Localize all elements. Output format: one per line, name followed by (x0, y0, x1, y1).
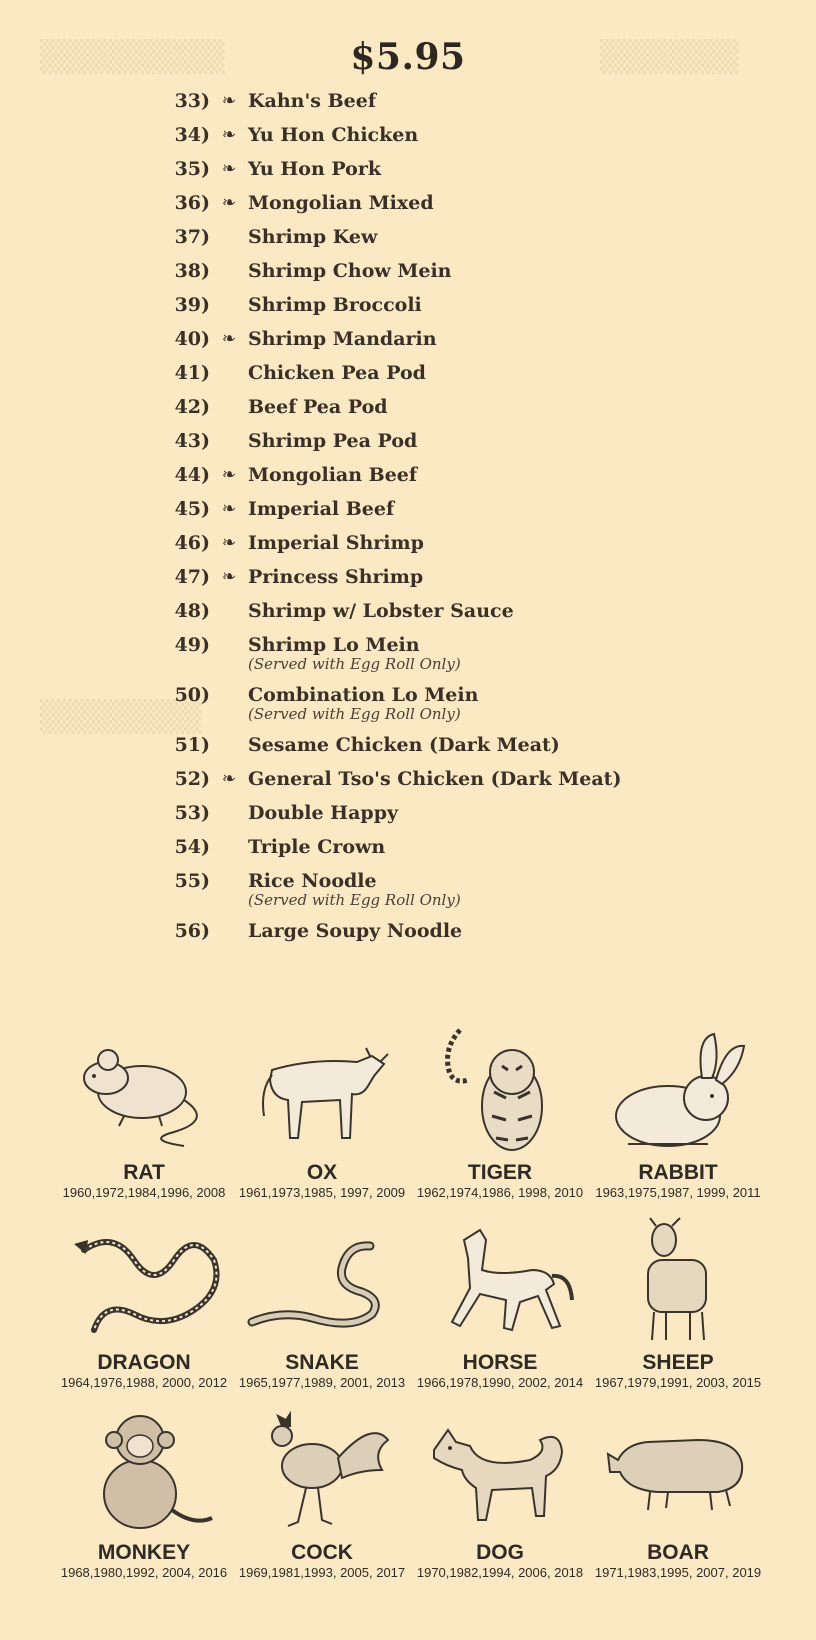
item-note: (Served with Egg Roll Only) (248, 655, 461, 673)
item-name: Shrimp Broccoli (248, 294, 422, 316)
spicy-icon: ❧ (221, 567, 237, 587)
menu-item (170, 864, 730, 914)
item-number: 45) (174, 498, 210, 520)
spicy-icon: ❧ (221, 329, 237, 349)
item-number: 47) (174, 566, 210, 588)
zodiac-row (56, 1020, 766, 1202)
item-number: 38) (174, 260, 210, 282)
item-name: General Tso's Chicken (Dark Meat) (248, 768, 622, 790)
menu-item (170, 152, 730, 186)
menu-item (170, 628, 730, 678)
ox-icon (242, 1020, 402, 1160)
menu-item (170, 288, 730, 322)
menu-list (170, 84, 730, 948)
zodiac-sign-monkey (56, 1400, 232, 1582)
zodiac-sign-ox (234, 1020, 410, 1202)
snake-icon (242, 1210, 402, 1350)
zodiac-sign-tiger (412, 1020, 588, 1202)
zodiac-row (56, 1400, 766, 1582)
item-number: 37) (174, 226, 210, 248)
spicy-icon: ❧ (221, 159, 237, 179)
bleed-through-text: ▒▒▒▒▒▒▒▒ (40, 40, 225, 75)
item-number: 39) (174, 294, 210, 316)
item-number: 41) (174, 362, 210, 384)
dog-icon (420, 1400, 580, 1540)
menu-item (170, 424, 730, 458)
dragon-icon (64, 1210, 224, 1350)
zodiac-name: OX (306, 1161, 338, 1184)
zodiac-years: 1966,1978,1990, 2002, 2014 (416, 1375, 584, 1390)
item-note: (Served with Egg Roll Only) (248, 705, 461, 723)
rabbit-icon (598, 1020, 758, 1160)
item-name: Shrimp Lo Mein (248, 634, 420, 656)
item-number: 52) (174, 768, 210, 790)
monkey-icon (64, 1400, 224, 1540)
zodiac-years: 1969,1981,1993, 2005, 2017 (238, 1565, 406, 1580)
horse-icon (420, 1210, 580, 1350)
item-name: Imperial Beef (248, 498, 395, 520)
menu-item (170, 830, 730, 864)
item-number: 55) (174, 870, 210, 892)
tiger-icon (420, 1020, 580, 1160)
item-name: Shrimp Mandarin (248, 328, 437, 350)
menu-item (170, 914, 730, 948)
rat-icon (64, 1020, 224, 1160)
spicy-icon: ❧ (221, 91, 237, 111)
zodiac-row (56, 1210, 766, 1392)
zodiac-sign-horse (412, 1210, 588, 1392)
spicy-icon: ❧ (221, 533, 237, 553)
item-name: Double Happy (248, 802, 399, 824)
item-number: 56) (174, 920, 210, 942)
spicy-icon: ❧ (221, 499, 237, 519)
item-name: Shrimp w/ Lobster Sauce (248, 600, 514, 622)
item-name: Large Soupy Noodle (248, 920, 463, 942)
item-name: Chicken Pea Pod (248, 362, 426, 384)
item-name: Shrimp Chow Mein (248, 260, 452, 282)
menu-item (170, 678, 730, 728)
zodiac-name: RABBIT (638, 1161, 718, 1184)
item-name: Imperial Shrimp (248, 532, 424, 554)
menu-item (170, 84, 730, 118)
zodiac-years: 1964,1976,1988, 2000, 2012 (60, 1375, 228, 1390)
item-number: 36) (174, 192, 210, 214)
zodiac-name: DOG (476, 1541, 524, 1564)
menu-item (170, 254, 730, 288)
zodiac-years: 1963,1975,1987, 1999, 2011 (595, 1185, 761, 1200)
item-number: 35) (174, 158, 210, 180)
zodiac-years: 1961,1973,1985, 1997, 2009 (238, 1185, 406, 1200)
zodiac-years: 1965,1977,1989, 2001, 2013 (238, 1375, 406, 1390)
item-number: 33) (174, 90, 210, 112)
menu-item (170, 594, 730, 628)
item-number: 46) (174, 532, 210, 554)
sheep-icon (598, 1210, 758, 1350)
item-name: Yu Hon Pork (248, 158, 382, 180)
zodiac-years: 1962,1974,1986, 1998, 2010 (416, 1185, 584, 1200)
menu-item (170, 322, 730, 356)
zodiac-sign-cock (234, 1400, 410, 1582)
spicy-icon: ❧ (221, 769, 237, 789)
item-name: Sesame Chicken (Dark Meat) (248, 734, 560, 756)
zodiac-years: 1970,1982,1994, 2006, 2018 (416, 1565, 584, 1580)
zodiac-years: 1971,1983,1995, 2007, 2019 (594, 1565, 762, 1580)
item-name: Mongolian Beef (248, 464, 418, 486)
zodiac-sign-boar (590, 1400, 766, 1582)
item-number: 48) (174, 600, 210, 622)
menu-item (170, 458, 730, 492)
menu-item (170, 356, 730, 390)
zodiac-name: HORSE (462, 1351, 538, 1374)
zodiac-years: 1968,1980,1992, 2004, 2016 (60, 1565, 228, 1580)
item-name: Triple Crown (248, 836, 386, 858)
boar-icon (598, 1400, 758, 1540)
menu-item (170, 186, 730, 220)
item-note: (Served with Egg Roll Only) (248, 891, 461, 909)
item-number: 53) (174, 802, 210, 824)
bleed-through-text: ▒▒▒▒▒▒ (600, 40, 739, 75)
zodiac-name: SHEEP (642, 1351, 714, 1374)
item-number: 44) (174, 464, 210, 486)
item-number: 51) (174, 734, 210, 756)
item-name: Yu Hon Chicken (248, 124, 419, 146)
menu-item (170, 728, 730, 762)
item-name: Princess Shrimp (248, 566, 424, 588)
zodiac-name: RAT (123, 1161, 165, 1184)
spicy-icon: ❧ (221, 125, 237, 145)
zodiac-name: TIGER (467, 1161, 533, 1184)
spicy-icon: ❧ (221, 193, 237, 213)
cock-icon (242, 1400, 402, 1540)
item-name: Shrimp Kew (248, 226, 378, 248)
menu-item (170, 118, 730, 152)
zodiac-years: 1967,1979,1991, 2003, 2015 (594, 1375, 762, 1390)
bleed-through-text: ▒▒▒▒▒▒▒ (40, 700, 202, 735)
menu-item (170, 560, 730, 594)
zodiac-sign-rat (56, 1020, 232, 1202)
item-number: 50) (174, 684, 210, 706)
item-name: Combination Lo Mein (248, 684, 479, 706)
item-number: 43) (174, 430, 210, 452)
zodiac-name: SNAKE (285, 1351, 359, 1374)
zodiac-name: BOAR (647, 1541, 709, 1564)
item-number: 49) (174, 634, 210, 656)
zodiac-sign-dragon (56, 1210, 232, 1392)
zodiac-sign-sheep (590, 1210, 766, 1392)
zodiac-years: 1960,1972,1984,1996, 2008 (62, 1185, 226, 1200)
zodiac-name: DRAGON (97, 1351, 191, 1374)
menu-item (170, 796, 730, 830)
menu-item (170, 526, 730, 560)
item-name: Beef Pea Pod (248, 396, 388, 418)
spicy-icon: ❧ (221, 465, 237, 485)
menu-item (170, 220, 730, 254)
item-number: 54) (174, 836, 210, 858)
item-name: Shrimp Pea Pod (248, 430, 418, 452)
item-name: Rice Noodle (248, 870, 377, 892)
menu-item (170, 492, 730, 526)
item-number: 42) (174, 396, 210, 418)
zodiac-name: MONKEY (97, 1541, 191, 1564)
zodiac-name: COCK (291, 1541, 353, 1564)
menu-item (170, 762, 730, 796)
zodiac-chart (56, 1020, 766, 1590)
zodiac-sign-dog (412, 1400, 588, 1582)
zodiac-sign-snake (234, 1210, 410, 1392)
item-name: Mongolian Mixed (248, 192, 434, 214)
zodiac-sign-rabbit (590, 1020, 766, 1202)
item-number: 34) (174, 124, 210, 146)
item-name: Kahn's Beef (248, 90, 376, 112)
menu-item (170, 390, 730, 424)
price-heading: $5.95 (350, 36, 466, 78)
item-number: 40) (174, 328, 210, 350)
